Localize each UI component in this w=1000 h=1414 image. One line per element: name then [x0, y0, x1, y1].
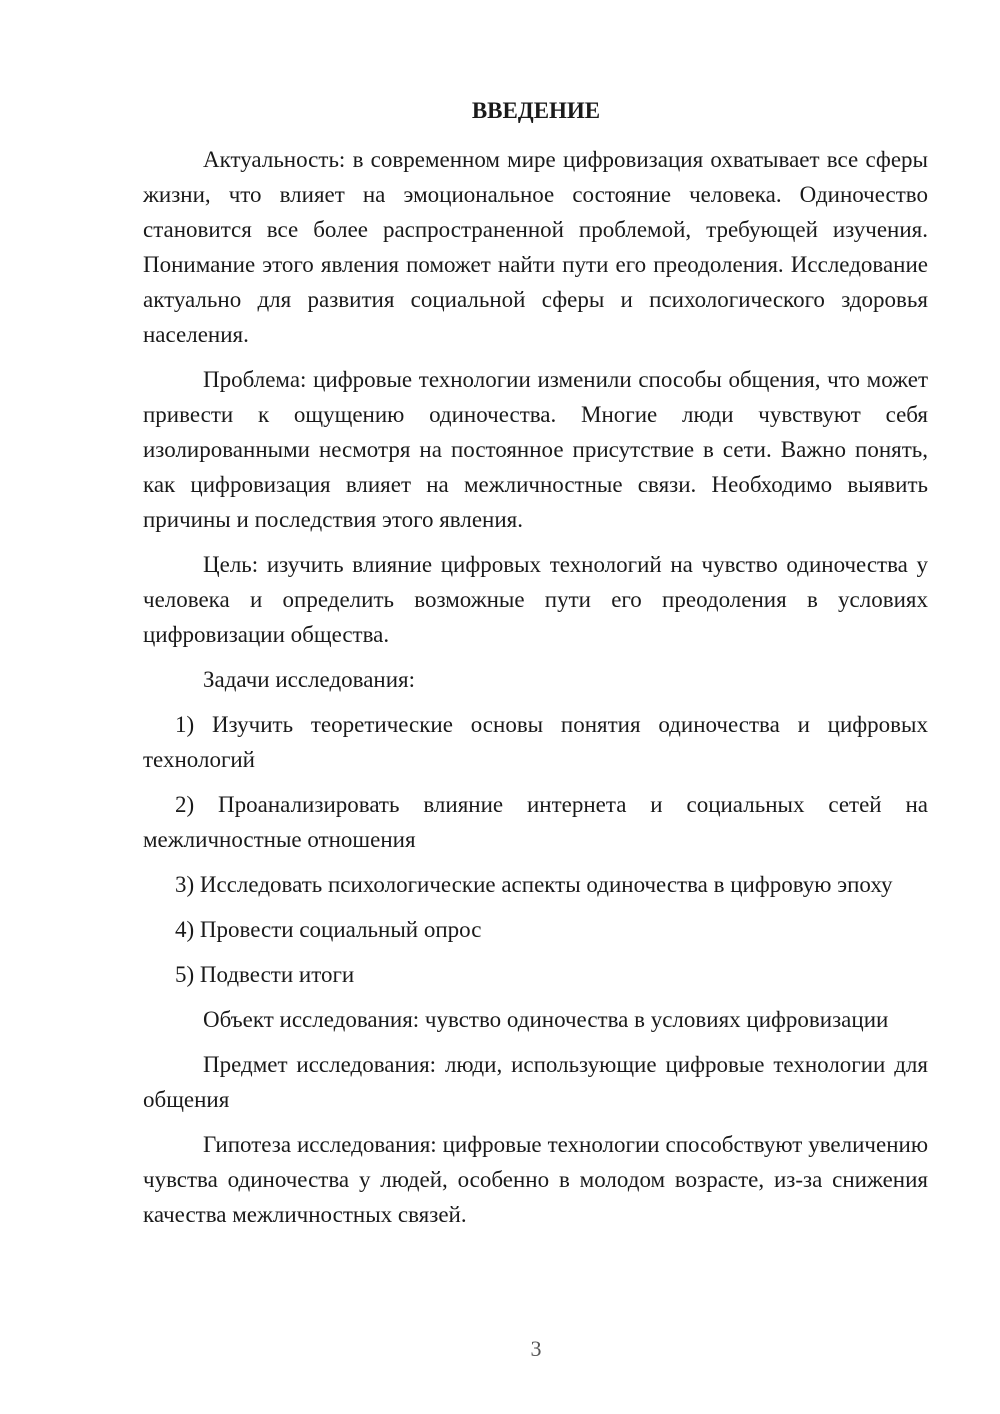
goal-paragraph: Цель: изучить влияние цифровых технологий на чувство одиночества у человека и определить возможные пути его преодоления в условиях цифровизации общества.: [143, 552, 928, 647]
task-item-3: 3) Исследовать психологические аспекты одиночества в цифровую эпоху: [175, 872, 893, 897]
document-body: [143, 142, 928, 1242]
problem-paragraph: Проблема: цифровые технологии изменили способы общения, что может привести к ощущению одиночества. Многие люди чувствуют себя изолированными несмотря на постоянное присутствие в сети. Важно понять, как цифровизация влияет на межличностные связи. Необходимо выявить причины и последствия этого явления.: [143, 367, 928, 532]
tasks-title: Задачи исследования:: [203, 667, 416, 692]
page-title: ВВЕДЕНИЕ: [471, 98, 601, 123]
task-item-2: 2) Проанализировать влияние интернета и социальных сетей на межличностные отношения: [143, 792, 928, 852]
relevance-paragraph: Актуальность: в современном мире цифровизация охватывает все сферы жизни, что влияет на эмоциональное состояние человека. Одиночество становится все более распространенной проблемой, требующей изучения. Понимание этого явления поможет найти пути его преодоления. Исследование актуально для развития социальной сферы и психологического здоровья населения.: [143, 147, 928, 347]
object-paragraph: Объект исследования: чувство одиночества в условиях цифровизации: [203, 1007, 889, 1032]
task-item-1: 1) Изучить теоретические основы понятия одиночества и цифровых технологий: [143, 712, 928, 772]
page-number: 3: [530, 1336, 542, 1361]
task-item-4: 4) Провести социальный опрос: [175, 917, 482, 942]
task-item-5: 5) Подвести итоги: [175, 962, 355, 987]
hypothesis-paragraph: Гипотеза исследования: цифровые технологии способствуют увеличению чувства одиночества у людей, особенно в молодом возрасте, из-за снижения качества межличностных связей.: [143, 1132, 928, 1227]
subject-paragraph: Предмет исследования: люди, использующие цифровые технологии для общения: [143, 1052, 928, 1112]
